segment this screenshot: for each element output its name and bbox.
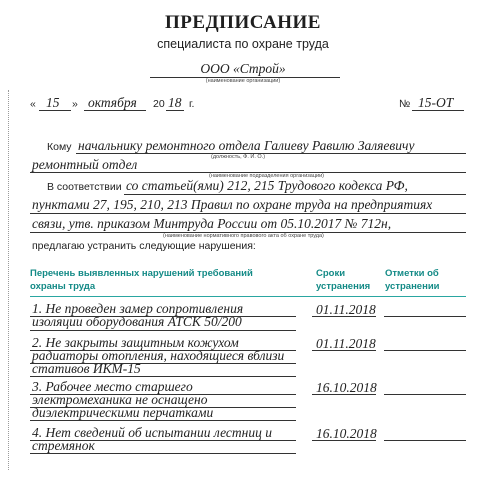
proposal-text: предлагаю устранить следующие нарушения: <box>32 240 256 252</box>
date-suffix: г. <box>189 98 195 110</box>
basis-label: В соответствии <box>47 181 122 193</box>
date-century: 20 <box>153 98 165 110</box>
table-row-2-deadline: 01.11.2018 <box>316 336 376 351</box>
number-underline <box>412 110 464 111</box>
table-row-2-underline-b <box>30 363 296 364</box>
number-label: № <box>399 98 411 110</box>
table-row-1-deadline: 01.11.2018 <box>316 302 376 317</box>
document-subtitle: специалиста по охране труда <box>157 37 329 51</box>
addressee-caption1: (должность, Ф. И. О.) <box>211 154 266 160</box>
addressee-caption2: (наименование подразделения организации) <box>209 173 324 179</box>
date-month-underline <box>84 110 146 111</box>
table-row-3-underline-a <box>30 394 296 395</box>
table-row-4-underline-a <box>30 440 296 441</box>
table-row-3-deadline: 16.10.2018 <box>316 380 377 395</box>
basis-line2-underline <box>30 213 466 214</box>
date-day: 15 <box>46 95 60 110</box>
organization-value: ООО «Строй» <box>200 61 286 76</box>
table-header-notes: Отметки об устранении <box>385 268 440 292</box>
table-row-4-deadline: 16.10.2018 <box>316 426 377 441</box>
addressee-line1: начальнику ремонтного отдела Галиеву Равилю Заляевичу <box>78 138 415 153</box>
number-value: 15-ОТ <box>418 95 454 110</box>
date-month: октября <box>88 95 137 110</box>
basis-line1: со статьей(ями) 212, 215 Трудового кодекса РФ, <box>126 178 408 193</box>
organization-caption: (наименование организации) <box>205 78 281 84</box>
basis-caption: (наименование нормативного правового акта об охране труда) <box>163 233 324 239</box>
table-header-deadline: Сроки устранения <box>316 268 371 292</box>
date-year-underline <box>166 110 184 111</box>
table-header-rule <box>30 296 466 297</box>
document-title: ПРЕДПИСАНИЕ <box>165 12 321 33</box>
table-row-3-underline-c <box>30 420 296 421</box>
table-header-violations: Перечень выявленных нарушений требований охраны труда <box>30 268 253 292</box>
table-row-2-deadline-underline <box>312 350 376 351</box>
table-row-3-deadline-underline <box>312 394 376 395</box>
table-row-1-underline-a <box>30 316 296 317</box>
table-row-3-text: 3. Рабочее место старшего электромеханика не оснащено диэлектрическими перчатками <box>32 379 214 420</box>
table-row-1-text: 1. Не проведен замер сопротивления изоляции оборудования АТСК 50/200 <box>32 301 244 329</box>
table-row-4-deadline-underline <box>312 440 376 441</box>
table-row-3-underline-b <box>30 407 296 408</box>
table-row-4-underline-b <box>30 453 296 454</box>
table-row-1-note-underline <box>384 316 466 317</box>
table-row-2-note-underline <box>384 350 466 351</box>
date-quote-open: « <box>30 98 36 110</box>
date-day-underline <box>39 110 71 111</box>
addressee-line1-underline <box>76 153 466 154</box>
basis-line2: пунктами 27, 195, 210, 213 Правил по охране труда на предприятиях <box>32 197 433 212</box>
fold-guide-line <box>8 90 9 470</box>
table-row-2-underline-a <box>30 350 296 351</box>
table-row-1-deadline-underline <box>312 316 376 317</box>
table-row-4-text: 4. Нет сведений об испытании лестниц и стремянок <box>32 425 272 453</box>
table-row-1-underline-b <box>30 330 296 331</box>
basis-line3: связи, утв. приказом Минтруда России от 05.10.2017 № 712н, <box>32 216 392 231</box>
date-year: 18 <box>168 95 182 110</box>
addressee-line2: ремонтный отдел <box>32 157 138 172</box>
basis-line1-underline <box>124 194 466 195</box>
addressee-label: Кому <box>47 141 72 153</box>
table-row-2-text: 2. Не закрыты защитным кожухом радиаторы отопления, находящиеся вблизи стативов ИКМ-15 <box>32 335 285 376</box>
date-quote-close: » <box>72 98 78 110</box>
table-row-2-underline-c <box>30 376 296 377</box>
table-row-3-note-underline <box>384 394 466 395</box>
table-row-4-note-underline <box>384 440 466 441</box>
